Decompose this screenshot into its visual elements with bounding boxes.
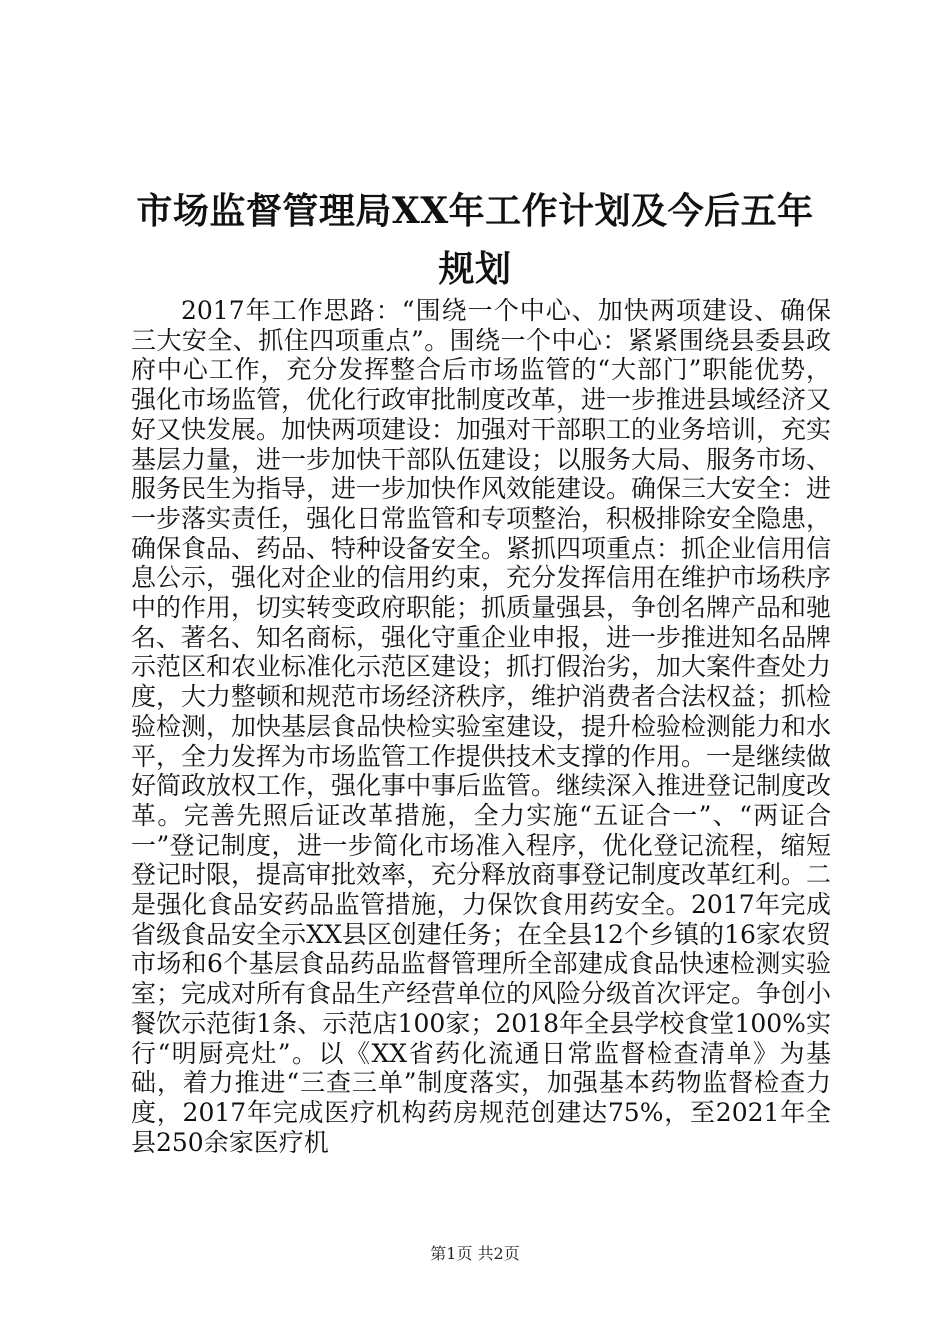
document-body-paragraph: 2017年工作思路：“围绕一个中心、加快两项建设、确保三大安全、抓住四项重点”。围绕一个中心：紧紧围绕县委县政府中心工作，充分发挥整合后市场监管的“大部门”职能优势，强化市场监管，优化行政审批制度改革，进一步推进县域经济又好又快发展。加快两项建设：加强对干部职工的业务培训，充实基层力量，进一步加快干部队伍建设；以服务大局、服务市场、服务民生为指导，进一步加快作风效能建设。确保三大安全：进一步落实责任，强化日常监管和专项整治，积极排除安全隐患，确保食品、药品、特种设备安全。紧抓四项重点：抓企业信用信息公示，强化对企业的信用约束，充分发挥信用在维护市场秩序中的作用，切实转变政府职能；抓质量强县，争创名牌产品和驰名、著名、知名商标，强化守重企业申报，进一步推进知名品牌示范区和农业标准化示范区建设；抓打假治劣，加大案件查处力度，大力整顿和规范市场经济秩序，维护消费者合法权益；抓检验检测，加快基层食品快检实验室建设，提升检验检测能力和水平，全力发挥为市场监管工作提供技术支撑的作用。一是继续做好简政放权工作，强化事中事后监管。继续深入推进登记制度改革。完善先照后证改革措施，全力实施“五证合一”、“两证合一”登记制度，进一步简化市场准入程序，优化登记流程，缩短登记时限，提高审批效率，充分释放商事登记制度改革红利。二是强化食品安药品监管措施，力保饮食用药安全。2017年完成省级食品安全示XX县区创建任务；在全县12个乡镇的16家农贸市场和6个基层食品药品监督管理所全部建成食品快速检测实验室；完成对所有食品生产经营单位的风险分级首次评定。争创小餐饮示范街1条、示范店100家；2018年全县学校食堂100%实行“明厨亮灶”。以《XX省药化流通日常监督检查清单》为基础，着力推进“三查三单”制度落实，加强基本药物监督检查力度，2017年完成医疗机构药房规范创建达75%，至2021年全县250余家医疗机 [131, 296, 831, 1157]
page-number-footer: 第1页 共2页 [430, 1244, 520, 1263]
document-title: 市场监督管理局XX年工作计划及今后五年规划 [136, 190, 814, 290]
